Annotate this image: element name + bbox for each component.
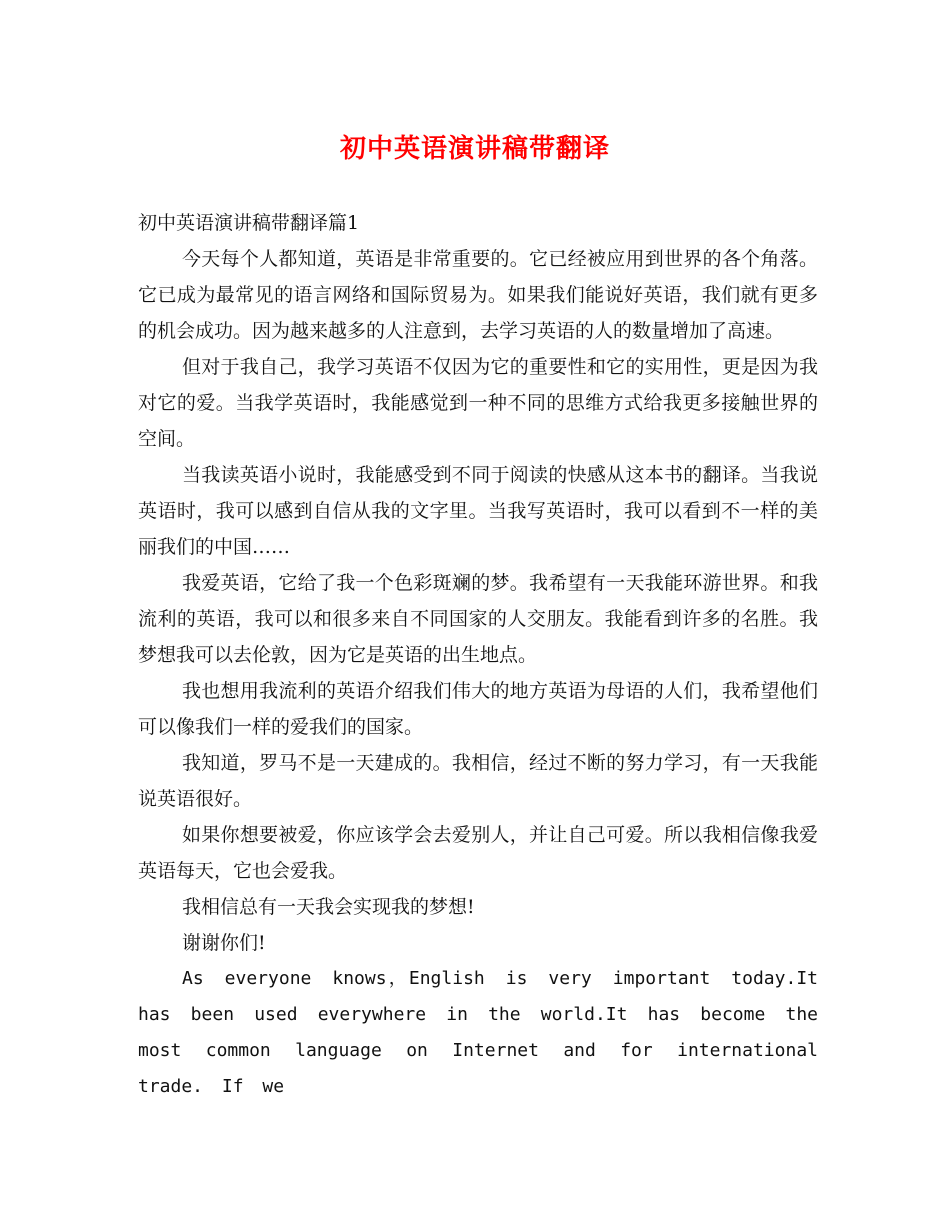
english-paragraph: As everyone knows，English is very important today.It has been used everywhere in the world.It has become the most common language on Internet and for international trade. If we: [138, 968, 818, 1097]
section-heading: 初中英语演讲稿带翻译篇1: [138, 212, 360, 234]
paragraph-1: 今天每个人都知道，英语是非常重要的。它已经被应用到世界的各个角落。它已成为最常见的语言网络和国际贸易为。如果我们能说好英语，我们就有更多的机会成功。因为越来越多的人注意到，去学习英语的人的数量增加了高速。: [138, 248, 818, 342]
paragraph-9: 谢谢你们!: [182, 932, 266, 954]
document-title: 初中英语演讲稿带翻译: [339, 134, 610, 164]
paragraph-4: 我爱英语，它给了我一个色彩斑斓的梦。我希望有一天我能环游世界。和我流利的英语，我可以和很多来自不同国家的人交朋友。我能看到许多的名胜。我梦想我可以去伦敦，因为它是英语的出生地点。: [138, 572, 818, 666]
paragraph-3: 当我读英语小说时，我能感受到不同于阅读的快感从这本书的翻译。当我说英语时，我可以感到自信从我的文字里。当我写英语时，我可以看到不一样的美丽我们的中国……: [138, 464, 818, 558]
paragraph-8: 我相信总有一天我会实现我的梦想!: [182, 896, 475, 918]
paragraph-6: 我知道，罗马不是一天建成的。我相信，经过不断的努力学习，有一天我能说英语很好。: [138, 752, 818, 810]
paragraph-5: 我也想用我流利的英语介绍我们伟大的地方英语为母语的人们，我希望他们可以像我们一样的爱我们的国家。: [138, 680, 818, 738]
paragraph-7: 如果你想要被爱，你应该学会去爱别人，并让自己可爱。所以我相信像我爱英语每天，它也会爱我。: [138, 824, 818, 882]
paragraph-2: 但对于我自己，我学习英语不仅因为它的重要性和它的实用性，更是因为我对它的爱。当我学英语时，我能感觉到一种不同的思维方式给我更多接触世界的空间。: [138, 356, 818, 450]
document-body: [138, 205, 818, 1105]
